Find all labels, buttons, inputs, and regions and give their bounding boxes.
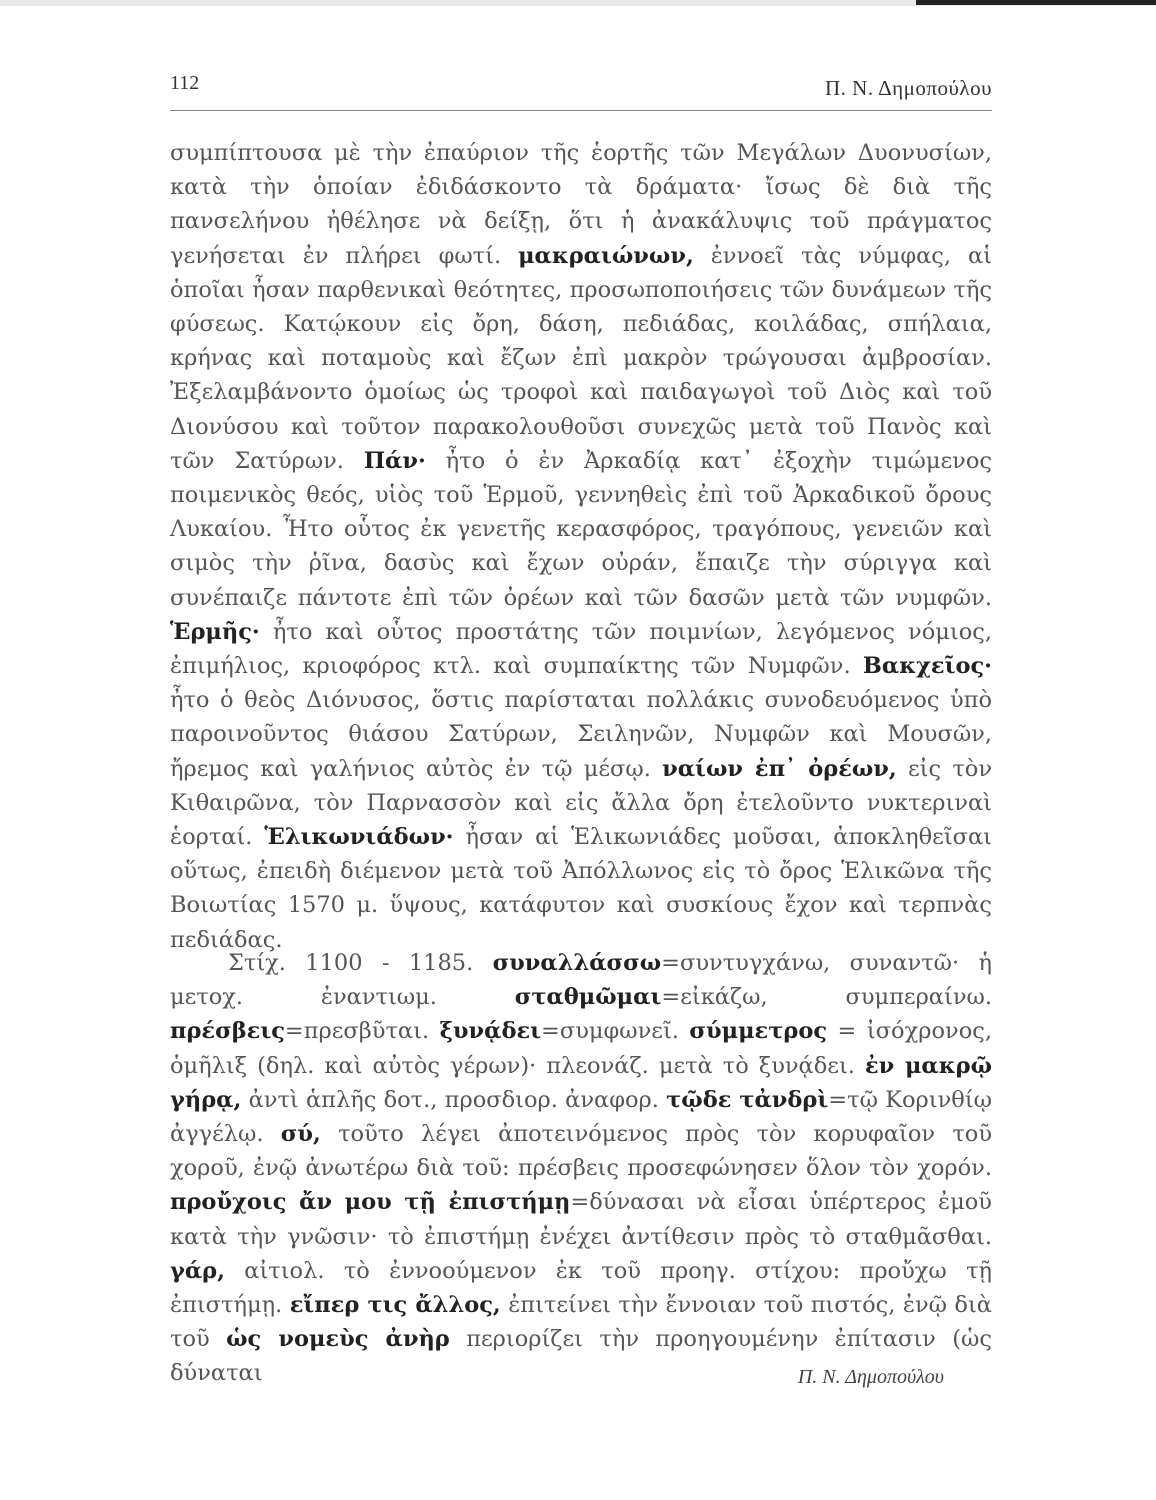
lemma-term: σταθμῶμαι (514, 984, 662, 1011)
lemma-term: συναλλάσσω (492, 950, 662, 976)
commentary-text: ἦτο ὁ θεὸς Διόνυσος, ὅστις παρίσταται πολλάκις συνοδευόμενος ὑπὸ παροινοῦντος θιάσου Σατύρων, Σειληνῶν, Νυμφῶν καὶ Μουσῶν, ἤρεμος καὶ γαλήνιος αὐτὸς ἐν τῷ μέσῳ. (170, 687, 992, 782)
commentary-paragraph-2 (170, 946, 992, 1391)
scan-edge-shadow (916, 0, 1156, 5)
commentary-text: =δύνασαι νὰ εἶσαι ὑπέρτερος ἐμοῦ κατὰ τὴν γνῶσιν· τὸ ἐπιστήμῃ ἐνέχει ἀντίθεσιν πρὸς τὸ σταθμᾶσθαι. (170, 1189, 992, 1250)
commentary-text: αἰτιολ. τὸ ἐννοούμενον ἐκ τοῦ προηγ. στίχου: προὔχω τῇ ἐπιστήμῃ. (170, 1257, 992, 1319)
lemma-term: εἴπερ τις ἄλλος, (289, 1292, 501, 1319)
lemma-term: ναίων ἐπ᾽ ὀρέων, (662, 755, 897, 782)
commentary-text: =συντυγχάνω, συναντῶ· ἡ μετοχ. ἐναντιωμ. (170, 950, 992, 1011)
commentary-text: συμπίπτουσα μὲ τὴν ἐπαύριον τῆς ἑορτῆς τῶν Μεγάλων Δυονυσίων, κατὰ τὴν ὁποίαν ἐδιδάσκοντο τὰ δράματα· ἴσως δὲ διὰ τῆς πανσελήνου ἠθέλησε νὰ δείξῃ, ὅτι ἡ ἀνακάλυψις τοῦ πράγματος γενήσεται ἐν πλήρει φωτί. (170, 140, 992, 269)
lemma-term: ξυνᾴδει (439, 1018, 542, 1045)
commentary-text: εἰς τὸν Κιθαιρῶνα, τὸν Παρνασσὸν καὶ εἰς ἄλλα ὄρη ἐτελοῦντο νυκτεριναὶ ἑορταί. (170, 755, 992, 851)
commentary-text: =συμφωνεῖ. (541, 1018, 690, 1045)
commentary-text: =πρεσβῦται. (284, 1018, 440, 1045)
lemma-term: τῷδε τἀνδρὶ (666, 1086, 829, 1113)
lemma-term: Ἑρμῆς· (170, 618, 260, 645)
running-head-author: Π. Ν. Δημοπούλου (825, 76, 992, 100)
lemma-term: Πάν· (363, 447, 426, 474)
lemma-term: πρέσβεις (170, 1018, 285, 1045)
lemma-term: σύμμετρος (689, 1018, 828, 1045)
lemma-term: ἐν μακρῷ γήρᾳ, (170, 1052, 992, 1113)
commentary-text: ἦσαν αἱ Ἑλικωνιάδες μοῦσαι, ἀποκληθεῖσαι οὕτως, ἐπειδὴ διέμενον μετὰ τοῦ Ἀπόλλωνος εἰς τὸ ὄρος Ἑλικῶνα τῆς Βοιωτίας 1570 μ. ὕψους, κατάφυτον καὶ συσκίους ἔχον καὶ τερπνὰς πεδιάδας. (170, 824, 992, 953)
page-number: 112 (170, 72, 200, 94)
lemma-term: ὡς νομεὺς ἀνὴρ (226, 1326, 450, 1353)
commentary-paragraph-1 (170, 136, 992, 957)
commentary-text: =τῷ Κορινθίῳ ἀγγέλῳ. (170, 1086, 992, 1148)
commentary-text: ἐννοεῖ τὰς νύμφας, αἱ ὁποῖαι ἦσαν παρθενικαὶ θεότητες, προσωποποιήσεις τῶν δυνάμεων τῆς φύσεως. Κατῴκουν εἰς ὄρη, δάση, πεδιάδας, κοιλάδας, σπήλαια, κρήνας καὶ ποταμοὺς καὶ ἔζων ἐπὶ μακρὸν τρώγουσαι ἀμβροσίαν. Ἐξελαμβάνοντο ὁμοίως ὡς τροφοὶ καὶ παιδαγωγοὶ τοῦ Διὸς καὶ τοῦ Διονύσου καὶ τοῦτον παρακολουθοῦσι συνεχῶς μετὰ τοῦ Πανὸς καὶ τῶν Σατύρων. (170, 242, 992, 474)
commentary-text: =εἰκάζω, συμπεραίνω. (661, 984, 992, 1011)
commentary-text: περιορίζει τὴν προηγουμένην ἐπίτασιν (ὡς δύναται (170, 1326, 993, 1387)
header-rule (170, 110, 992, 111)
commentary-text: = ἰσόχρονος, ὁμῆλιξ (δηλ. καὶ αὐτὸς γέρων)· πλεονάζ. μετὰ τὸ ξυνᾴδει. (170, 1018, 992, 1079)
commentary-text: ἐπιτείνει τὴν ἔννοιαν τοῦ πιστός, ἐνῷ διὰ τοῦ (170, 1292, 992, 1353)
commentary-text: ἦτο καὶ οὗτος προστάτης τῶν ποιμνίων, λεγόμενος νόμιος, ἐπιμήλιος, κριοφόρος κτλ. καὶ συμπαίκτης τῶν Νυμφῶν. (170, 618, 992, 680)
lemma-term: προὔχοις ἄν μου τῇ ἐπιστήμῃ (170, 1189, 571, 1216)
page-header (170, 72, 992, 102)
lemma-term: Ἑλικωνιάδων· (264, 824, 454, 851)
commentary-text: τοῦτο λέγει ἀποτεινόμενος πρὸς τὸν κορυφαῖον τοῦ χοροῦ, ἐνῷ ἀνωτέρω διὰ τοῦ: πρέσβεις προσεφώνησεν ὅλον τὸν χορόν. (170, 1121, 992, 1182)
commentary-text: ἦτο ὁ ἐν Ἀρκαδίᾳ κατ᾽ ἐξοχὴν τιμώμενος ποιμενικὸς θεός, υἱὸς τοῦ Ἑρμοῦ, γεννηθεὶς ἐπὶ τοῦ Ἀρκαδικοῦ ὄρους Λυκαίου. Ἦτο οὗτος ἐκ γενετῆς κερασφόρος, τραγόπους, γενειῶν καὶ σιμὸς τὴν ῥῖνα, δασὺς καὶ ἔχων οὐράν, ἔπαιζε τὴν σύριγγα καὶ συνέπαιζε πάντοτε ἐπὶ τῶν ὀρέων καὶ τῶν δασῶν μετὰ τῶν νυμφῶν. (170, 447, 992, 611)
lemma-term: μακραιώνων, (518, 242, 694, 269)
commentary-text: Στίχ. 1100 - 1185. (228, 950, 493, 976)
footer-signature: Π. Ν. Δημοπούλου (797, 1366, 944, 1388)
lemma-term: γάρ, (170, 1257, 225, 1284)
lemma-term: Βακχεῖος· (862, 653, 992, 680)
lemma-term: σύ, (280, 1121, 321, 1148)
commentary-text: ἀντὶ ἁπλῆς δοτ., προσδιορ. ἀναφορ. (241, 1086, 667, 1113)
